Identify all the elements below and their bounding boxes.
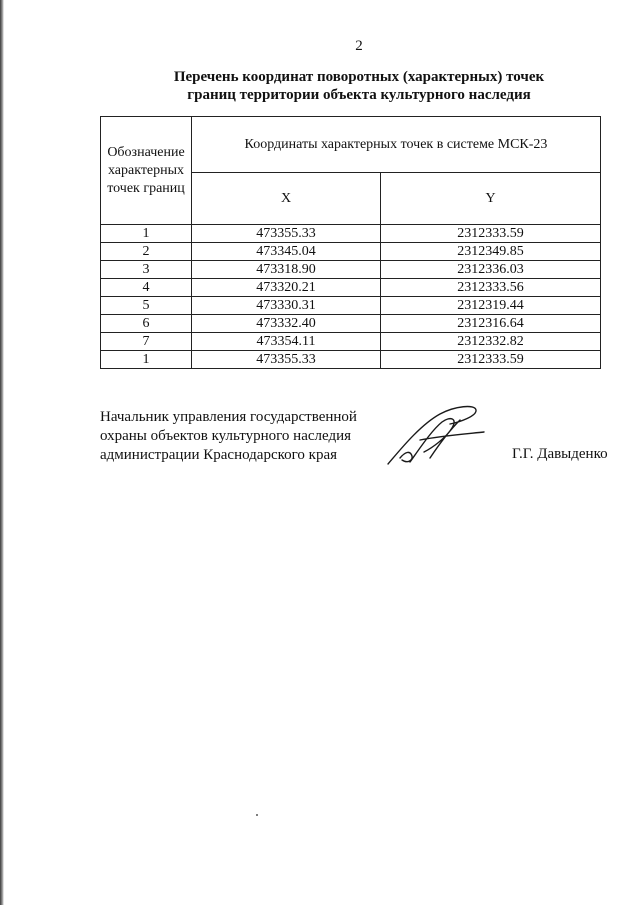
table-row [101,261,601,279]
cell-y: 2312319.44 [381,297,601,315]
cell-x: 473330.31 [192,297,381,315]
signatory-position [100,408,357,465]
header-designation-line-3: точек границ [107,180,185,196]
cell-y: 2312333.56 [381,279,601,297]
title-line-2: границ территории объекта культурного наследия [187,87,531,103]
table-header-row [101,117,601,173]
handwritten-signature [380,400,490,470]
table-row [101,279,601,297]
cell-point: 2 [101,243,192,261]
table-row [101,333,601,351]
header-designation-line-2: характерных [107,162,185,178]
table-row [101,297,601,315]
page-number: 2 [355,38,363,54]
signatory-line-2: охраны объектов культурного наследия [100,428,352,444]
cell-y: 2312333.59 [381,351,601,369]
cell-y: 2312349.85 [381,243,601,261]
cell-x: 473318.90 [192,261,381,279]
cell-x: 473355.33 [192,351,381,369]
cell-x: 473320.21 [192,279,381,297]
cell-y: 2312336.03 [381,261,601,279]
cell-point: 3 [101,261,192,279]
cell-point: 6 [101,315,192,333]
table-row [101,225,601,243]
header-y: Y [381,173,601,225]
cell-point: 1 [101,351,192,369]
header-designation-line-1: Обозначение [107,144,185,160]
cell-y: 2312316.64 [381,315,601,333]
signatory-name: Г.Г. Давыденко [512,446,608,462]
cell-x: 473345.04 [192,243,381,261]
document-title [0,68,639,104]
cell-point: 5 [101,297,192,315]
cell-point: 1 [101,225,192,243]
table-row [101,243,601,261]
cell-x: 473355.33 [192,225,381,243]
cell-y: 2312333.59 [381,225,601,243]
coordinates-table [100,116,601,369]
cell-point: 4 [101,279,192,297]
cell-point: 7 [101,333,192,351]
scan-speck [256,814,258,816]
scan-edge [0,0,4,905]
header-designation [101,117,192,225]
table-row [101,315,601,333]
cell-y: 2312332.82 [381,333,601,351]
header-x: X [192,173,381,225]
signatory-line-1: Начальник управления государственной [100,409,357,425]
header-coordinate-system: Координаты характерных точек в системе МСК-23 [192,117,601,173]
title-line-1: Перечень координат поворотных (характерных) точек [173,69,545,85]
cell-x: 473332.40 [192,315,381,333]
signatory-line-3: администрации Краснодарского края [100,447,338,463]
cell-x: 473354.11 [192,333,381,351]
table-row [101,351,601,369]
